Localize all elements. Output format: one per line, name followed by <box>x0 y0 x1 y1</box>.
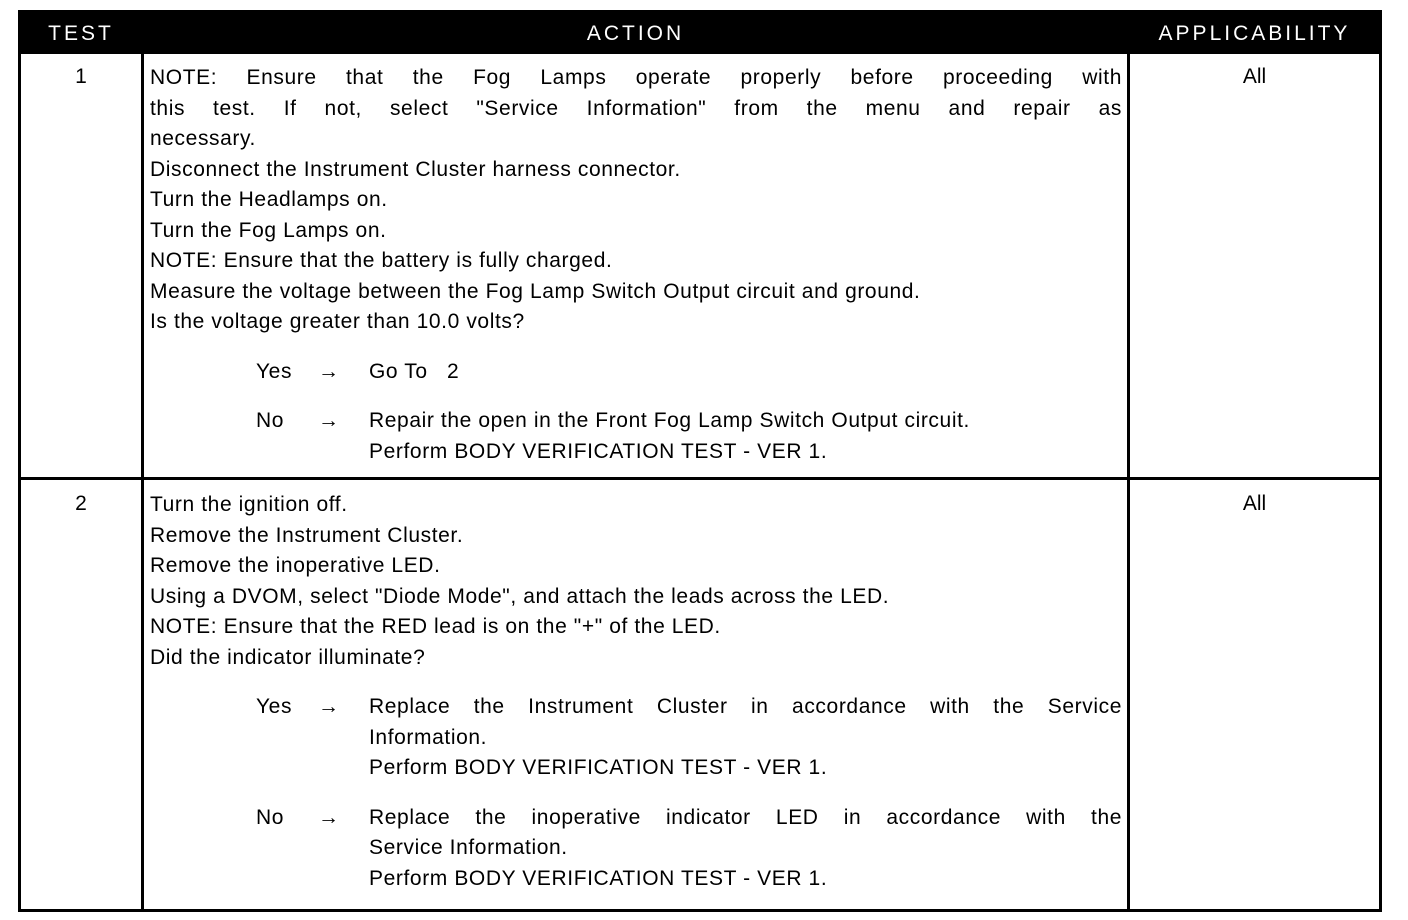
no-branch <box>150 406 1122 467</box>
arrow-right-icon: → <box>318 695 340 718</box>
no-label: No <box>256 805 285 829</box>
action-line: Did the indicator illuminate? <box>150 645 426 669</box>
yes-result-line: Go To 2 <box>369 359 460 383</box>
action-line: this test. If not, select "Service Information" from the menu and repair as <box>150 96 1122 120</box>
no-branch <box>150 803 1122 895</box>
test-number: 1 <box>75 65 87 88</box>
action-line: NOTE: Ensure that the RED lead is on the "+" of the LED. <box>150 615 721 638</box>
yes-result-line: Perform BODY VERIFICATION TEST - VER 1. <box>369 756 828 779</box>
action-line: Is the voltage greater than 10.0 volts? <box>150 310 525 333</box>
action-line: Remove the Instrument Cluster. <box>150 523 464 547</box>
arrow-right-icon: → <box>318 409 340 432</box>
no-result-line: Repair the open in the Front Fog Lamp Switch Output circuit. <box>369 409 970 432</box>
diagnostic-table <box>18 10 1382 912</box>
yes-label: Yes <box>256 695 293 718</box>
action-line: Using a DVOM, select "Diode Mode", and attach the leads across the LED. <box>150 584 890 608</box>
no-label: No <box>256 409 285 432</box>
header-test: TEST <box>48 22 114 45</box>
action-line: necessary. <box>150 127 256 150</box>
column-divider <box>1127 54 1130 909</box>
applicability-value: All <box>1242 65 1267 88</box>
yes-label: Yes <box>256 359 293 383</box>
action-cell <box>150 63 1122 467</box>
action-line: Measure the voltage between the Fog Lamp Switch Output circuit and ground. <box>150 279 921 303</box>
header-applicability: APPLICABILITY <box>1158 22 1351 45</box>
arrow-right-icon: → <box>318 359 340 383</box>
test-number: 2 <box>75 492 87 515</box>
action-line: NOTE: Ensure that the Fog Lamps operate properly before proceeding with <box>150 66 1122 89</box>
action-line: NOTE: Ensure that the battery is fully charged. <box>150 249 613 272</box>
arrow-right-icon: → <box>318 805 340 829</box>
no-result-line: Service Information. <box>369 836 568 859</box>
action-line: Turn the ignition off. <box>150 493 348 516</box>
action-cell <box>150 490 1122 894</box>
column-divider <box>141 54 144 909</box>
table-header <box>21 13 1379 54</box>
yes-branch <box>150 357 1122 388</box>
action-line: Remove the inoperative LED. <box>150 554 441 577</box>
action-line: Disconnect the Instrument Cluster harness connector. <box>150 157 681 181</box>
yes-result-line: Replace the Instrument Cluster in accordance with the Service <box>369 695 1122 718</box>
no-result-line: Perform BODY VERIFICATION TEST - VER 1. <box>369 866 828 890</box>
yes-branch <box>150 692 1122 784</box>
no-result-line: Perform BODY VERIFICATION TEST - VER 1. <box>369 439 828 463</box>
action-line: Turn the Headlamps on. <box>150 188 388 211</box>
yes-result-line: Information. <box>369 725 488 749</box>
row-divider <box>21 477 1379 480</box>
applicability-value: All <box>1242 492 1267 515</box>
no-result-line: Replace the inoperative indicator LED in accordance with the <box>369 805 1122 829</box>
header-action: ACTION <box>586 22 685 45</box>
action-line: Turn the Fog Lamps on. <box>150 218 387 242</box>
